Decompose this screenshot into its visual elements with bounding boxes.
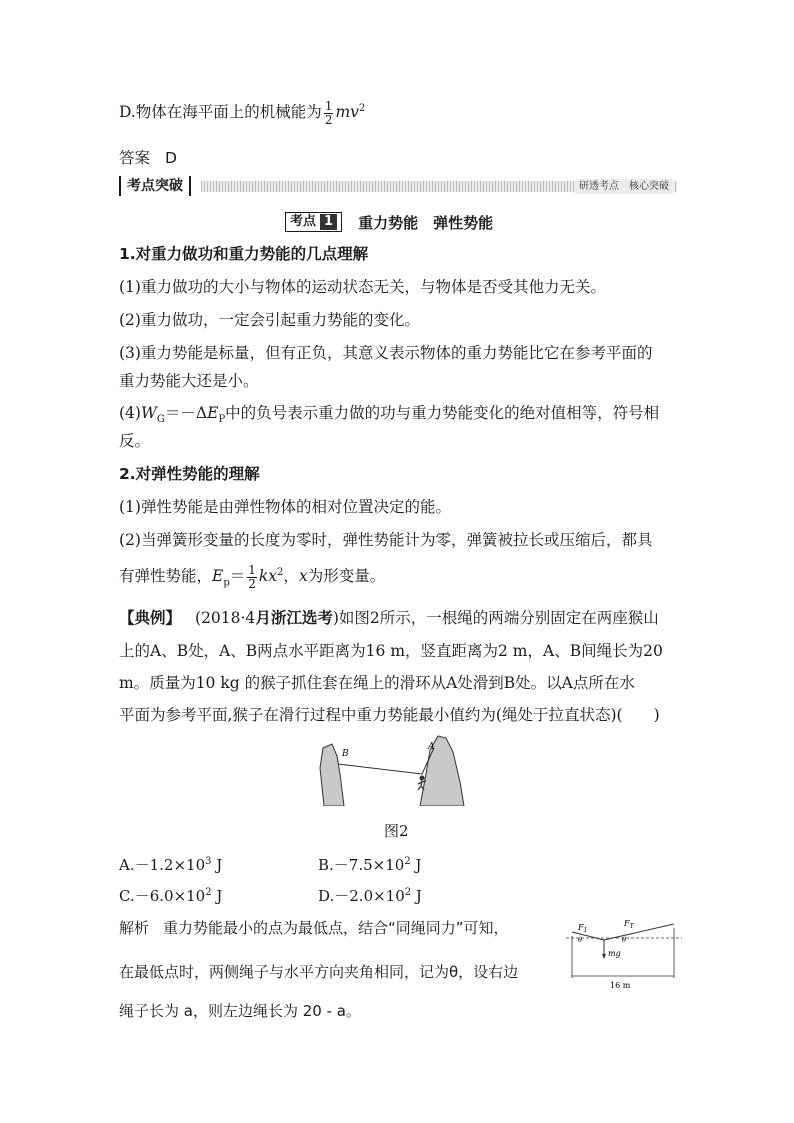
example-line2: 上的A、B处，A、B两点水平距离为16 m，竖直距离为2 m，A、B间绳长为20 <box>119 642 663 660</box>
answer-label: 答案 <box>119 149 151 167</box>
option-d-line: D.物体在海平面上的机械能为 $\frac{1}{2}$ $mv^2$ <box>119 98 366 127</box>
monkey-mountain-figure <box>318 734 478 806</box>
rope-left <box>338 764 422 774</box>
option-a: $A.-1.2\times 10^3$ J <box>119 856 223 874</box>
option-c: $C.-6.0\times 10^2$ J <box>119 887 223 905</box>
banner-subtitle: 研透考点 核心突破 <box>575 179 673 194</box>
topic-title: 重力势能 弹性势能 <box>358 213 494 232</box>
topic-number: 1 <box>320 214 337 230</box>
section2-heading: 2.对弹性势能的理解 <box>119 465 260 483</box>
example-tag: 【典例】 <box>119 609 182 627</box>
rope-left-line <box>572 932 604 940</box>
banner-label: 考点突破 <box>119 176 191 196</box>
label-b: B <box>342 749 349 759</box>
section1-heading: 1.对重力做功和重力势能的几点理解 <box>119 245 369 263</box>
label-a: A <box>428 742 435 752</box>
section1-p4b: 反。 <box>119 432 151 450</box>
section2-p2a: (2)当弹簧形变量的长度为零时，弹性势能计为零，弹簧被拉长或压缩后，都具 <box>119 531 653 549</box>
section1-p1: (1)重力做功的大小与物体的运动状态无关，与物体是否受其他力无关。 <box>119 278 606 296</box>
option-d-text: D.物体在海平面上的机械能为 <box>119 103 322 122</box>
mg-label: mg <box>608 949 621 958</box>
force-diagram <box>566 914 682 990</box>
force-ft-label: $F_T$ <box>624 919 634 930</box>
left-mountain <box>320 744 344 806</box>
analysis-line3: 绳子长为 a，则左边绳长为 20 - a。 <box>119 1002 361 1020</box>
section2-p2b: 有弹性势能，$E_p=$ $\frac{1}{2}$ $kx^2$，x为形变量。 <box>119 562 386 591</box>
example-line4: 平面为参考平面,猴子在滑行过程中重力势能最小值约为(绳处于拉直状态)( ) <box>119 706 660 724</box>
section1-p3b: 重力势能大还是小。 <box>119 372 259 390</box>
width-label: 16 m <box>610 981 631 990</box>
analysis-line1: 解析 重力势能最小的点为最低点，结合“同绳同力”可知， <box>119 919 509 937</box>
figure-caption: 图2 <box>384 822 409 840</box>
fraction-half: $\frac{1}{2}$ <box>324 98 333 127</box>
analysis-line2: 在最低点时，两侧绳子与水平方向夹角相同，记为θ，设右边 <box>119 963 519 981</box>
rope-right-line <box>604 924 674 940</box>
section2-p1: (1)弹性势能是由弹性物体的相对位置决定的能。 <box>119 498 451 516</box>
topic-badge: 考点 1 <box>285 212 342 232</box>
option-b: $B.-7.5\times 10^2$ J <box>318 856 422 874</box>
section1-p2: (2)重力做功，一定会引起重力势能的变化。 <box>119 311 420 329</box>
topic-heading <box>285 212 493 232</box>
section-banner <box>119 176 677 198</box>
example-line1: 【典例】 (2018·4月浙江选考)如图2所示，一根绳的两端分别固定在两座猴山 <box>119 608 659 627</box>
section1-p3a: (3)重力势能是标量，但有正负，其意义表示物体的重力势能比它在参考平面的 <box>119 344 653 362</box>
right-mountain <box>420 736 464 806</box>
theta-left-label: θ <box>578 936 583 944</box>
force-f1-label: $F_1$ <box>578 923 588 934</box>
analysis-label: 解析 <box>119 919 150 937</box>
example-line3: m。质量为10 kg 的猴子抓住套在绳上的滑环从A处滑到B处。以A点所在水 <box>119 674 635 692</box>
option-d: $D.-2.0\times 10^2$ J <box>318 887 422 905</box>
theta-right-label: θ <box>622 936 627 944</box>
mv-expression: mv <box>335 103 359 122</box>
fraction-half: $\frac{1}{2}$ <box>248 562 256 591</box>
answer-value: D <box>164 149 177 167</box>
section1-p4: $(4)W_G=-\Delta E_P$中的负号表示重力做的功与重力势能变化的绝对值相等，符号相 <box>119 404 660 426</box>
answer-line <box>119 147 177 169</box>
